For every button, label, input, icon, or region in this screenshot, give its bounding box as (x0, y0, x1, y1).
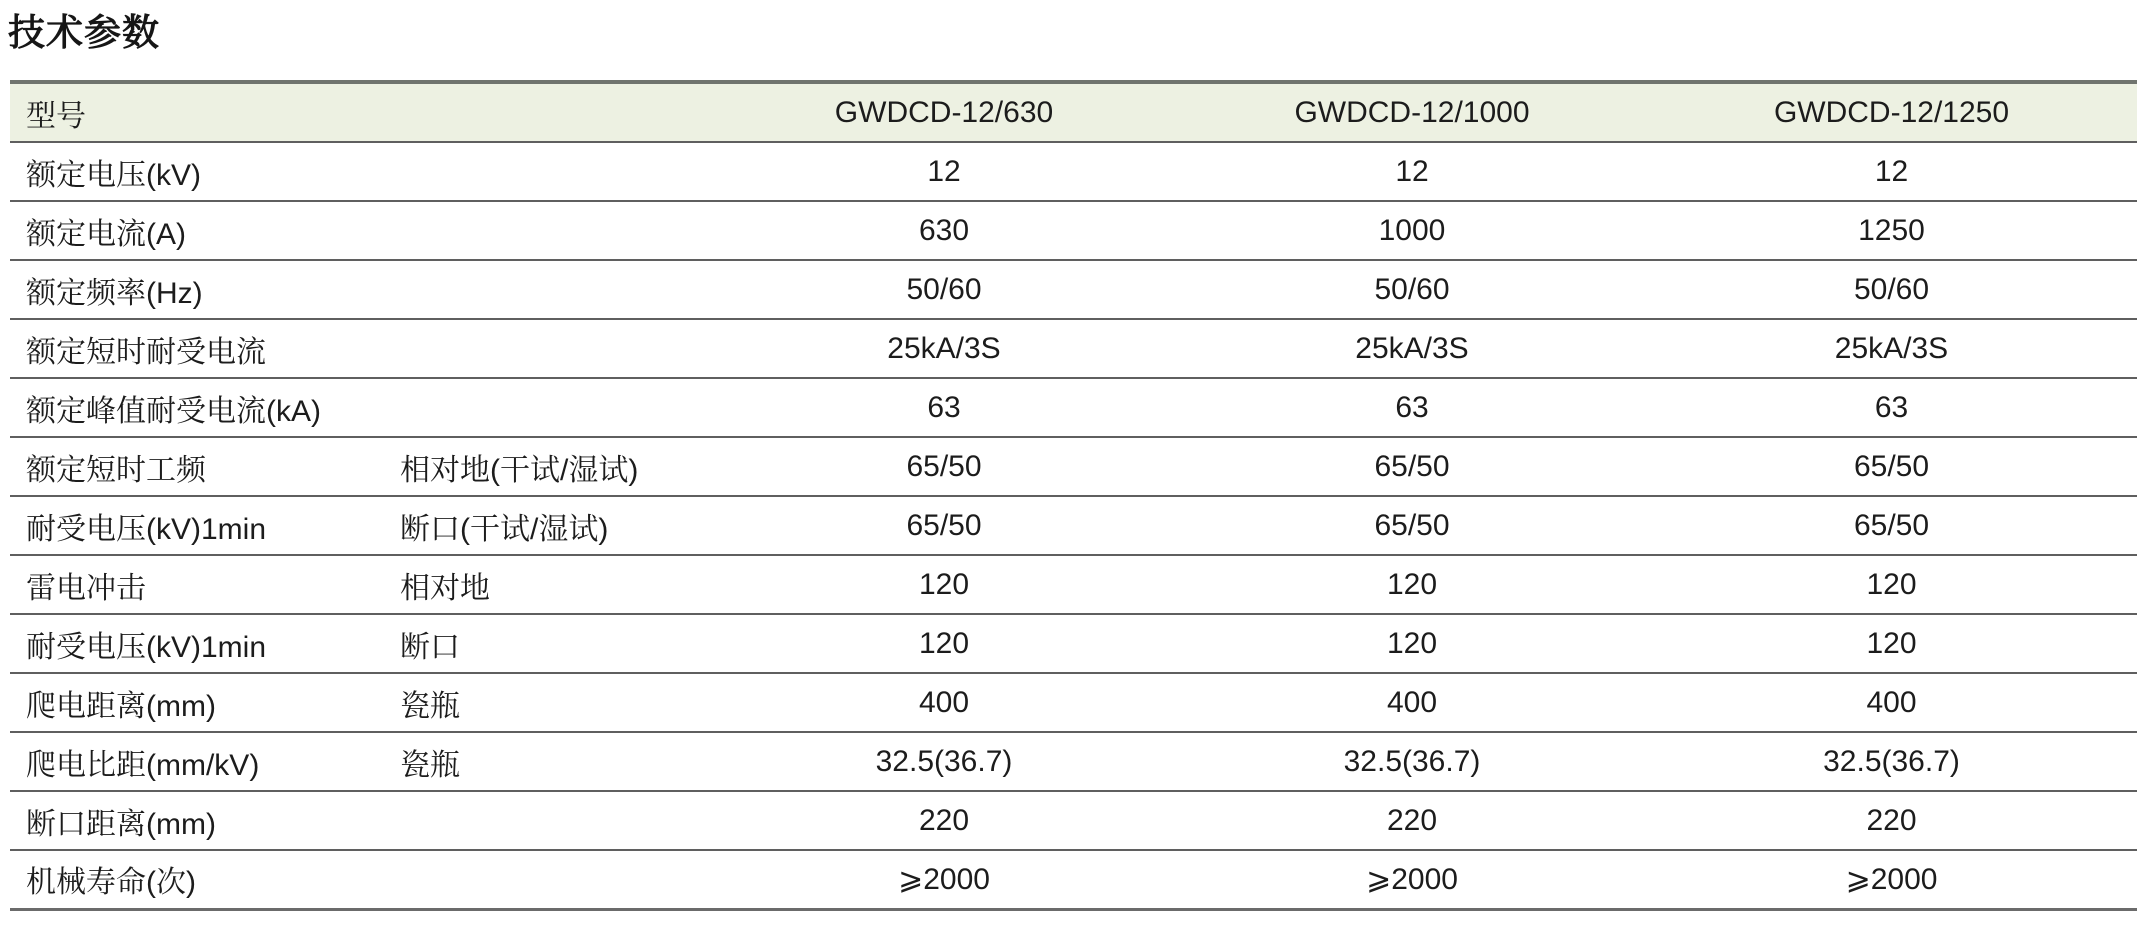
table-row (10, 496, 2137, 555)
sub-param-cell: 断口(干试/湿试) (400, 496, 710, 555)
param-name-cell: 机械寿命(次) (10, 850, 710, 909)
value-cell: 220 (1178, 791, 1646, 850)
param-name-cell: 耐受电压(kV)1min (10, 614, 400, 673)
value-cell: 32.5(36.7) (1178, 732, 1646, 791)
sub-param-cell: 断口 (400, 614, 710, 673)
value-cell: 63 (1178, 378, 1646, 437)
table-row (10, 201, 2137, 260)
value-cell: 1000 (1178, 201, 1646, 260)
value-cell: ⩾2000 (1178, 850, 1646, 909)
value-cell: 120 (1646, 555, 2137, 614)
value-cell: ⩾2000 (710, 850, 1178, 909)
table-row (10, 791, 2137, 850)
table-row (10, 850, 2137, 909)
table-row (10, 437, 2137, 496)
table-row (10, 319, 2137, 378)
value-cell: 120 (710, 555, 1178, 614)
table-row (10, 555, 2137, 614)
value-cell: 25kA/3S (1178, 319, 1646, 378)
value-cell: 120 (1178, 614, 1646, 673)
model-column-header: GWDCD-12/1250 (1646, 82, 2137, 142)
value-cell: 120 (1646, 614, 2137, 673)
table-row (10, 614, 2137, 673)
param-name-cell: 爬电比距(mm/kV) (10, 732, 400, 791)
table-header-row (10, 82, 2137, 142)
value-cell: 120 (710, 614, 1178, 673)
value-cell: 25kA/3S (1646, 319, 2137, 378)
value-cell: 25kA/3S (710, 319, 1178, 378)
table-row (10, 378, 2137, 437)
value-cell: 50/60 (710, 260, 1178, 319)
value-cell: 50/60 (1178, 260, 1646, 319)
value-cell: 400 (1646, 673, 2137, 732)
value-cell: 65/50 (1178, 496, 1646, 555)
value-cell: 65/50 (710, 437, 1178, 496)
model-column-header: GWDCD-12/630 (710, 82, 1178, 142)
param-name-cell: 额定短时工频 (10, 437, 400, 496)
sub-param-cell: 相对地 (400, 555, 710, 614)
param-name-cell: 额定电压(kV) (10, 142, 710, 201)
table-row (10, 732, 2137, 791)
table-row (10, 142, 2137, 201)
value-cell: 65/50 (1646, 496, 2137, 555)
value-cell: 32.5(36.7) (1646, 732, 2137, 791)
param-name-cell: 断口距离(mm) (10, 791, 710, 850)
value-cell: 65/50 (1646, 437, 2137, 496)
value-cell: 220 (710, 791, 1178, 850)
table-row (10, 260, 2137, 319)
sub-param-cell: 瓷瓶 (400, 673, 710, 732)
value-cell: 32.5(36.7) (710, 732, 1178, 791)
param-name-cell: 额定频率(Hz) (10, 260, 710, 319)
param-name-cell: 爬电距离(mm) (10, 673, 400, 732)
value-cell: 400 (1178, 673, 1646, 732)
param-name-cell: 额定短时耐受电流 (10, 319, 710, 378)
value-cell: ⩾2000 (1646, 850, 2137, 909)
model-column-header: GWDCD-12/1000 (1178, 82, 1646, 142)
value-cell: 12 (1178, 142, 1646, 201)
sub-param-cell: 相对地(干试/湿试) (400, 437, 710, 496)
param-name-cell: 额定峰值耐受电流(kA) (10, 378, 710, 437)
table-row (10, 673, 2137, 732)
param-name-cell: 雷电冲击 (10, 555, 400, 614)
value-cell: 65/50 (1178, 437, 1646, 496)
model-row-label: 型号 (10, 82, 710, 142)
page-title: 技术参数 (8, 12, 160, 53)
param-name-cell: 额定电流(A) (10, 201, 710, 260)
value-cell: 65/50 (710, 496, 1178, 555)
value-cell: 220 (1646, 791, 2137, 850)
value-cell: 12 (1646, 142, 2137, 201)
sub-param-cell: 瓷瓶 (400, 732, 710, 791)
spec-table (10, 80, 2137, 911)
value-cell: 120 (1178, 555, 1646, 614)
value-cell: 50/60 (1646, 260, 2137, 319)
value-cell: 630 (710, 201, 1178, 260)
value-cell: 63 (1646, 378, 2137, 437)
value-cell: 400 (710, 673, 1178, 732)
value-cell: 1250 (1646, 201, 2137, 260)
param-name-cell: 耐受电压(kV)1min (10, 496, 400, 555)
value-cell: 12 (710, 142, 1178, 201)
value-cell: 63 (710, 378, 1178, 437)
